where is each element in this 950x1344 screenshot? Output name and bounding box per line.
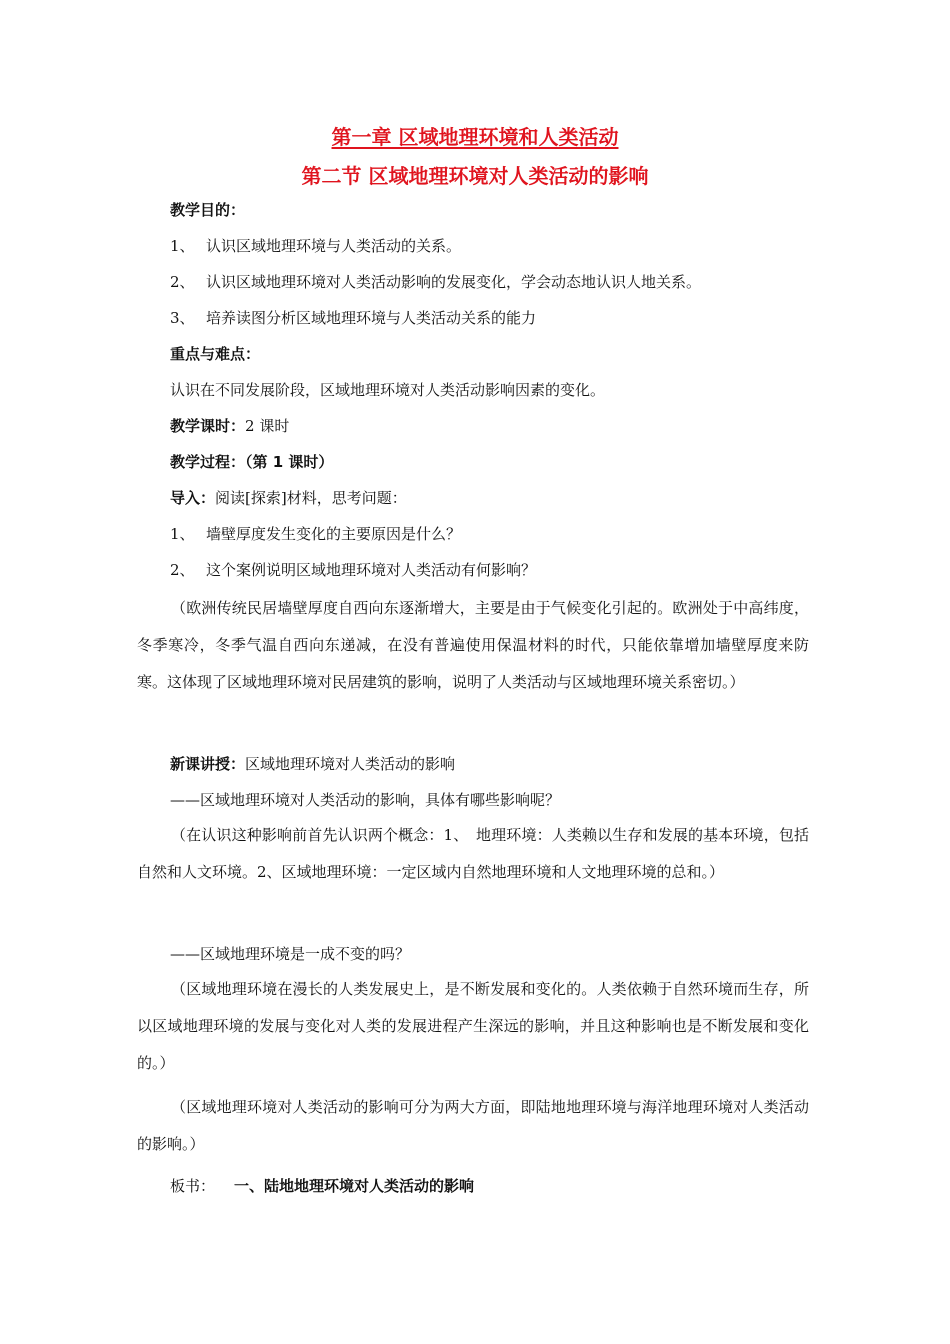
board-line xyxy=(170,1176,474,1196)
board-label: 板书： xyxy=(170,1177,216,1195)
hours-line xyxy=(170,416,289,436)
question-line: ——区域地理环境是一成不变的吗？ xyxy=(170,945,411,963)
new-lesson-line xyxy=(170,754,455,774)
new-lesson-text: 区域地理环境对人类活动的影响 xyxy=(245,755,456,773)
intro-line xyxy=(170,488,407,508)
objective-text: 培养读图分析区域地理环境与人类活动关系的能力 xyxy=(206,309,537,327)
objective-number: 2、 xyxy=(170,273,195,291)
objective-number: 1、 xyxy=(170,237,195,255)
question-text: 这个案例说明区域地理环境对人类活动有何影响？ xyxy=(206,561,537,579)
concept-paragraph: （在认识这种影响前首先认识两个概念：1、 地理环境：人类赖以生存和发展的基本环境，包括自然和人文环境。2、区域地理环境：一定区域内自然地理环境和人文地理环境的总和。） xyxy=(137,826,809,881)
process-heading: 教学过程：（第 1 课时） xyxy=(170,453,334,471)
objectives-heading: 教学目的： xyxy=(170,201,246,219)
hours-heading: 教学课时： xyxy=(170,417,246,435)
question-number: 1、 xyxy=(170,525,195,543)
chapter-title: 第一章 区域地理环境和人类活动 xyxy=(331,125,619,149)
intro-heading: 导入： xyxy=(170,489,216,507)
change-paragraph: （区域地理环境在漫长的人类发展史上，是不断发展和变化的。人类依赖于自然环境而生存，所以区域地理环境的发展与变化对人类的发展进程产生深远的影响，并且这种影响也是不断发展和变化的。） xyxy=(137,980,809,1072)
objective-item xyxy=(170,236,461,256)
objective-item xyxy=(170,272,701,292)
new-lesson-heading: 新课讲授： xyxy=(170,755,246,773)
objective-item xyxy=(170,308,536,328)
section-title: 第二节 区域地理环境对人类活动的影响 xyxy=(301,164,649,188)
hours-text: 2 课时 xyxy=(245,417,290,435)
objective-number: 3、 xyxy=(170,309,195,327)
question-item xyxy=(170,524,461,544)
question-line: ——区域地理环境对人类活动的影响，具体有哪些影响呢？ xyxy=(170,791,561,809)
intro-text: 阅读[探索]材料，思考问题： xyxy=(215,489,407,507)
question-text: 墙壁厚度发生变化的主要原因是什么？ xyxy=(206,525,462,543)
key-points-text: 认识在不同发展阶段，区域地理环境对人类活动影响因素的变化。 xyxy=(170,381,606,399)
question-item xyxy=(170,560,536,580)
objective-text: 认识区域地理环境与人类活动的关系。 xyxy=(206,237,462,255)
board-text: 一、陆地地理环境对人类活动的影响 xyxy=(234,1177,475,1195)
key-points-heading: 重点与难点： xyxy=(170,345,261,363)
objective-text: 认识区域地理环境对人类活动影响的发展变化，学会动态地认识人地关系。 xyxy=(206,273,702,291)
aspects-paragraph: （区域地理环境对人类活动的影响可分为两大方面，即陆地地理环境与海洋地理环境对人类活动的影响。） xyxy=(137,1098,809,1153)
question-number: 2、 xyxy=(170,561,195,579)
intro-answer-paragraph: （欧洲传统民居墙壁厚度自西向东逐渐增大，主要是由于气候变化引起的。欧洲处于中高纬度，冬季寒冷，冬季气温自西向东递减，在没有普遍使用保温材料的时代，只能依靠增加墙壁厚度来防寒。这体现了区域地理环境对民居建筑的影响，说明了人类活动与区域地理环境关系密切。） xyxy=(137,599,809,691)
